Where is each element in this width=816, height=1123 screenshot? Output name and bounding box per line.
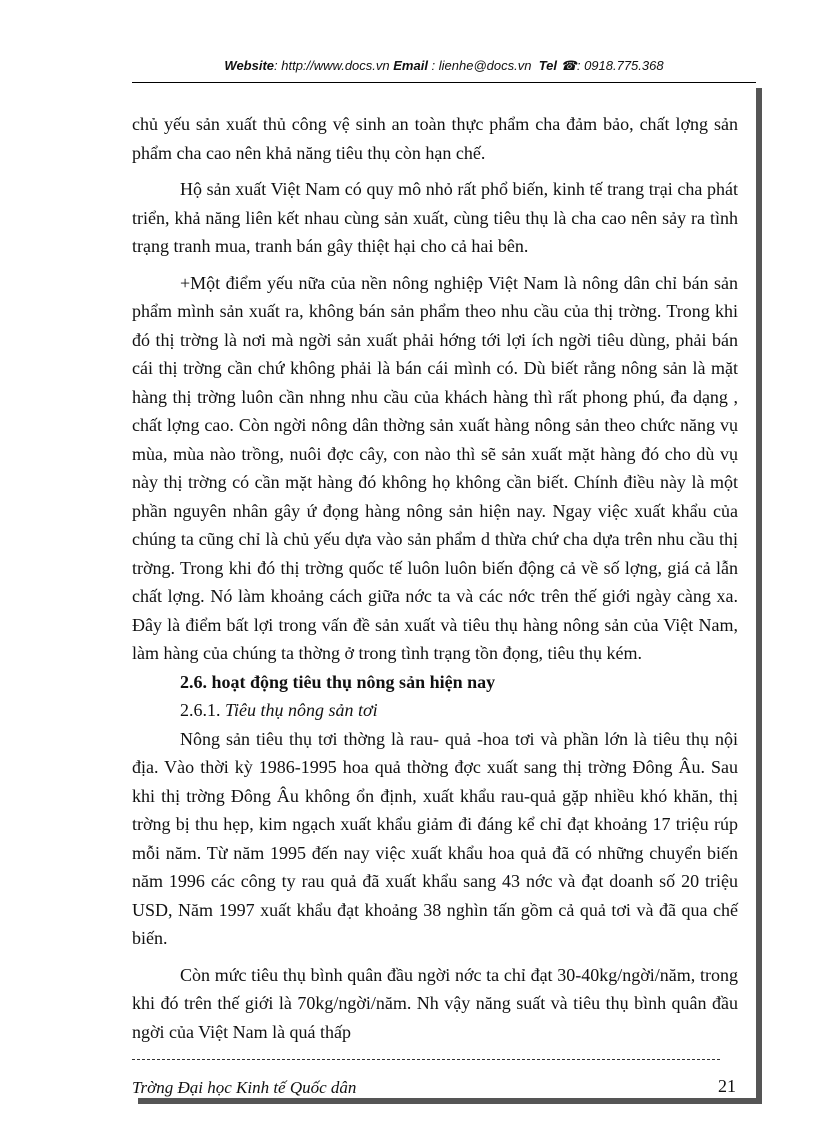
- email-label: Email: [393, 58, 428, 73]
- page-shadow-bottom: [138, 1098, 762, 1104]
- page-number: 21: [718, 1076, 736, 1096]
- header-rule: [132, 82, 756, 83]
- footer-rule: [132, 1059, 720, 1060]
- paragraph: +Một điểm yếu nữa của nền nông nghiệp Việt Nam là nông dân chỉ bán sản phẩm mình sản xuất ra, không bán sản phẩm theo nhu cầu của thị trờng. Trong khi đó thị trờng là nơi mà ngời sản xuất phải hớng tới lợi ích ngời tiêu dùng, phải bán cái thị trờng cần chứ không phải là bán cái mình có. Dù biết rằng nông sản là mặt hàng thị trờng luôn cần nhng nhu cầu của khách hàng thì rất phong phú, đa dạng , chất lợng cao. Còn ngời nông dân thờng sản xuất hàng nông sản theo chức năng vụ mùa, mùa nào trồng, nuôi đợc cây, con nào thì sẽ sản xuất mặt hàng đó cho dù vụ này thị trờng có cần mặt hàng đó không họ không cần biết. Chính điều này là một phần nguyên nhân gây ứ đọng hàng nông sản hiện nay. Ngay việc xuất khẩu của chúng ta cũng chỉ là chủ yếu dựa vào sản phẩm d thừa chứ cha dựa trên nhu cầu thị trờng. Trong khi đó thị trờng quốc tế luôn luôn biến động cả về số lợng, giá cả lẫn chất lợng. Nó làm khoảng cách giữa nớc ta và các nớc trên thế giới ngày càng xa. Đây là điểm bất lợi trong vấn đề sản xuất và tiêu thụ hàng nông sản của Việt Nam, làm hàng của chúng ta thờng ở trong tình trạng tồn đọng, tiêu thụ kém.: [132, 272, 738, 663]
- paragraph: Nông sản tiêu thụ tơi thờng là rau- quả -hoa tơi và phần lớn là tiêu thụ nội địa. Vào thời kỳ 1986-1995 hoa quả thờng đợc xuất sang thị trờng Đông Âu. Sau khi thị trờng Đông Âu không ổn định, xuất khẩu rau-quả gặp nhiều khó khăn, thị trờng bị thu hẹp, kim ngạch xuất khẩu giảm đi đáng kể chỉ đạt khoảng 17 triệu rúp mỗi năm. Từ năm 1995 đến nay việc xuất khẩu hoa quả đã có những chuyển biến năm 1996 các công ty rau quả đã xuất khẩu sang 43 nớc và đạt doanh số 20 triệu USD, Năm 1997 xuất khẩu đạt khoảng 38 nghìn tấn gồm cả quả tơi và đã qua chế biến.: [132, 728, 738, 948]
- page-header: [132, 58, 756, 74]
- website-label: Website: [224, 58, 275, 73]
- footer-school: Trờng Đại học Kinh tế Quốc dân: [132, 1078, 357, 1097]
- paragraph: chủ yếu sản xuất thủ công vệ sinh an toàn thực phẩm cha đảm bảo, chất lợng sản phẩm cha cao nên khả năng tiêu thụ còn hạn chế.: [132, 114, 738, 163]
- subsection-heading: [132, 696, 738, 725]
- website-value: : http://www.docs.vn: [274, 58, 390, 73]
- subsection-title: Tiêu thụ nông sản tơi: [225, 700, 378, 720]
- paragraph: Hộ sản xuất Việt Nam có quy mô nhỏ rất phổ biến, kinh tế trang trại cha phát triển, khả năng liên kết nhau cùng sản xuất, cùng tiêu thụ là cha cao nên sảy ra tình trạng tranh mua, tranh bán gây thiệt hại cho cả hai bên.: [132, 179, 738, 256]
- phone-icon: ☎: [560, 58, 577, 73]
- tel-value: : 0918.775.368: [576, 58, 664, 73]
- paragraph: Còn mức tiêu thụ bình quân đầu ngời nớc ta chỉ đạt 30-40kg/ngời/năm, trong khi đó trên thế giới là 70kg/ngời/năm. Nh vậy năng suất và tiêu thụ bình quân đầu ngời của Việt Nam là quá thấp: [132, 964, 738, 1042]
- document-body: [132, 110, 738, 1046]
- email-value: : lienhe@docs.vn: [427, 58, 532, 73]
- page-shadow-right: [756, 88, 762, 1103]
- tel-label: Tel: [538, 58, 558, 73]
- subsection-number: 2.6.1.: [180, 700, 225, 720]
- section-heading: 2.6. hoạt động tiêu thụ nông sản hiện nay: [180, 671, 496, 692]
